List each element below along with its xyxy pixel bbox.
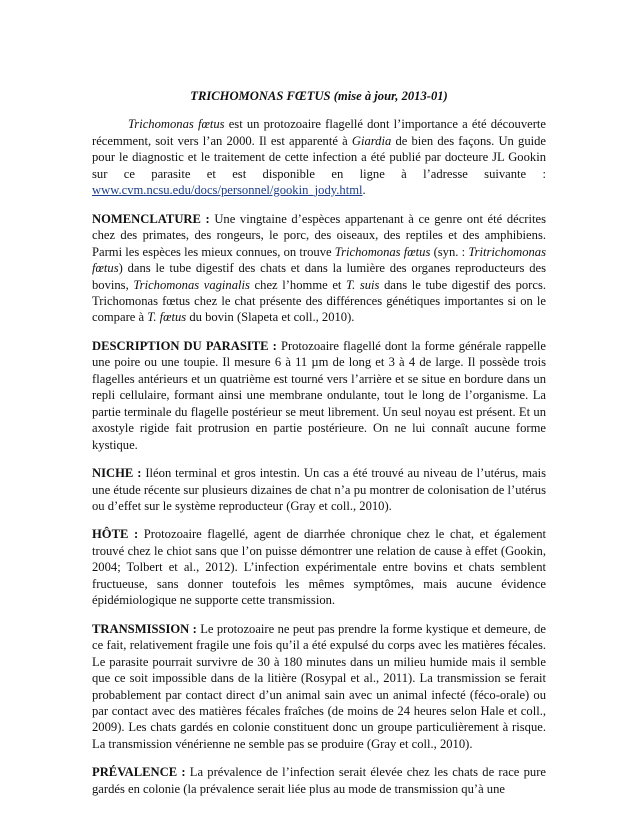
host-section — [92, 526, 546, 608]
section-heading: HÔTE : — [92, 527, 139, 542]
prevalence-section — [92, 764, 546, 797]
document-title: TRICHOMONAS FŒTUS (mise à jour, 2013-01) — [190, 89, 448, 103]
section-text: dans le tube digestif des porcs. Trichomonas fœtus chez le chat présente des différences génétiques importantes si on le compare à — [92, 277, 547, 325]
section-text: Le protozoaire ne peut pas prendre la forme kystique et demeure, de ce fait, relativement fragile une fois qu’il a été expulsé du corps avec les matières fécales. Le parasite pourrait survivre de 30 à 180 minutes dans un milieu humide mais il semble que ce soit impossible dans de la litière (Rosypal et al., 2011). La transmission se ferait probablement par contact direct d’un animal sain avec un animal infecté (féco-orale) ou par contact avec des matières fécales fraîches (de moins de 24 heures selon Hale et coll., 2009). Les chats gardés en colonie constituent donc un groupe particulièrement à risque. La transmission vénérienne ne semble pas se produire (Gray et coll., 2010). — [92, 621, 546, 751]
section-text: du bovin (Slapeta et coll., 2010). — [186, 310, 355, 325]
section-text: ) dans le tube digestif des chats et dans la lumière des organes reproducteurs des bovins, — [92, 261, 546, 292]
section-heading: NICHE : — [92, 466, 142, 481]
intro-text: . — [362, 183, 366, 198]
section-heading: PRÉVALENCE : — [92, 765, 186, 780]
species-name: Trichomonas fœtus — [334, 244, 431, 259]
section-text: chez l’homme et — [249, 277, 347, 292]
section-text: Iléon terminal et gros intestin. Un cas a été trouvé au niveau de l’utérus, mais une étude récente sur plusieurs dizaines de chat n’a pu montrer de colonisation de l’utérus ou d’effet sur le système reproducteur (Gray et coll., 2010). — [92, 466, 546, 513]
intro-text: est un protozoaire flagellé dont l’importance a été découverte récemment, soit vers l’an 2000. Il est apparenté à — [92, 117, 546, 148]
species-name: T. suis — [346, 277, 380, 292]
document-page — [92, 88, 546, 797]
section-text: La prévalence de l’infection serait élevée chez les chats de race pure gardés en colonie (la prévalence serait liée plus au mode de transmission qu’à une — [92, 765, 546, 796]
species-name: T. fœtus — [147, 310, 187, 325]
description-section — [92, 338, 546, 453]
section-heading: DESCRIPTION DU PARASITE : — [92, 338, 277, 353]
section-text: Protozoaire flagellé, agent de diarrhée chronique chez le chat, et également trouvé chez le chiot sans que l’on puisse démontrer une relation de cause à effet (Gookin, 2004; Tolbert et al., 2012). L’infection expérimentale entre bovins et chats semblent fructueuse, sans donner toutefois les mêmes symptômes, mais aucune évidence épidémiologique ne supporte cette transmission. — [92, 527, 547, 608]
nomenclature-section — [92, 211, 546, 326]
section-heading: TRANSMISSION : — [92, 621, 197, 636]
intro-text: de bien des façons. Un guide pour le diagnostic et le traitement de cette infection a été publié par docteure JL Gookin sur ce parasite et est disponible en ligne à l’adresse suivante : — [92, 133, 546, 181]
section-text: (syn. : — [430, 244, 469, 259]
section-text: Une vingtaine d’espèces appartenant à ce genre ont été décrites chez des primates, des rongeurs, le porc, des oiseaux, des reptiles et des amphibiens. Parmi les espèces les mieux connues, on trouve — [92, 211, 546, 259]
species-name: Trichomonas vaginalis — [133, 277, 250, 292]
species-name: Giardia — [351, 133, 392, 148]
section-text: Protozoaire flagellé dont la forme générale rappelle une poire ou une toupie. Il mesure 6 à 11 µm de long et 3 à 4 de large. Il possède trois flagelles antérieurs et un quatrième est tourné vers l’arrière et se situe en bordure dans un repli cellulaire, formant ainsi une membrane ondulante, tout le long de l’organisme. La partie terminale du flagelle postérieur se meut librement. Un seul noyau est présent. Et un axostyle rigide fait protrusion en partie postérieure. On ne lui connaît aucune forme kystique. — [92, 338, 546, 452]
species-name: Tritrichomonas fœtus — [92, 244, 547, 276]
species-name: Trichomonas fœtus — [128, 117, 225, 132]
intro-paragraph — [92, 116, 546, 198]
guide-link[interactable]: www.cvm.ncsu.edu/docs/personnel/gookin_jody.html — [92, 183, 363, 198]
transmission-section — [92, 621, 546, 753]
niche-section — [92, 465, 546, 514]
section-heading: NOMENCLATURE : — [92, 211, 210, 226]
